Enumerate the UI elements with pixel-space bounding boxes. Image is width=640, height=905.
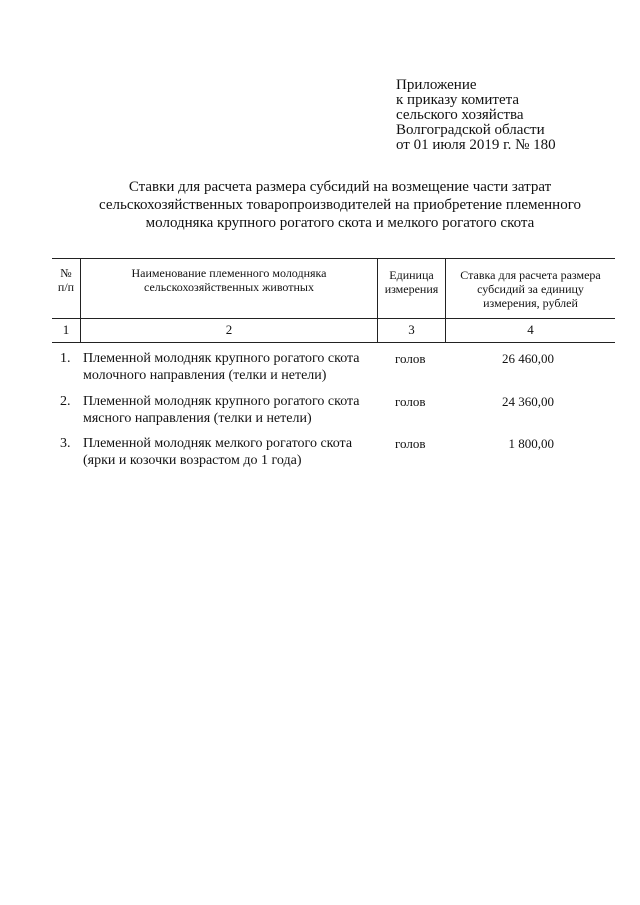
column-number: 2 bbox=[225, 322, 233, 337]
row-name: Племенной молодняк мелкого рогатого скота (ярки и козочки возрастом до 1 года) bbox=[83, 436, 353, 468]
appendix-line: сельского хозяйства bbox=[396, 107, 524, 123]
table-border-top bbox=[52, 258, 615, 259]
row-rate: 24 360,00 bbox=[502, 394, 554, 409]
row-number: 3. bbox=[60, 436, 71, 451]
title-line: Ставки для расчета размера субсидий на возмещение части затрат bbox=[128, 179, 552, 195]
appendix-line: к приказу комитета bbox=[396, 92, 520, 108]
table-header bbox=[52, 258, 615, 343]
appendix-line: Приложение bbox=[396, 77, 477, 93]
row-rate: 1 800,00 bbox=[508, 436, 554, 451]
title-line: молодняка крупного рогатого скота и мелкого рогатого скота bbox=[145, 215, 535, 231]
row-number: 1. bbox=[60, 351, 71, 366]
header-cell-rate: Ставка для расчета размера субсидий за единицу измерения, рублей bbox=[460, 268, 601, 310]
column-number: 3 bbox=[408, 322, 415, 337]
appendix-line: от 01 июля 2019 г. № 180 bbox=[396, 137, 556, 153]
title-line: сельскохозяйственных товаропроизводителей на приобретение племенного bbox=[99, 197, 581, 213]
column-number: 1 bbox=[62, 322, 70, 337]
row-name: Племенной молодняк крупного рогатого скота мясного направления (телки и нетели) bbox=[83, 394, 360, 426]
row-name: Племенной молодняк крупного рогатого скота молочного направления (телки и нетели) bbox=[83, 351, 360, 383]
header-cell-unit: Единица измерения bbox=[384, 268, 439, 296]
appendix-line: Волгоградской области bbox=[396, 122, 545, 138]
appendix-block bbox=[396, 78, 556, 153]
row-unit: голов bbox=[395, 394, 426, 409]
header-cell-name: Наименование племенного молодняка сельскохозяйственных животных bbox=[131, 266, 327, 294]
header-cell-num: № п/п bbox=[57, 266, 75, 294]
column-number: 4 bbox=[527, 322, 534, 337]
table-border-bottom bbox=[52, 342, 615, 343]
row-number: 2. bbox=[60, 394, 71, 409]
row-unit: голов bbox=[395, 351, 426, 366]
row-rate: 26 460,00 bbox=[502, 351, 554, 366]
row-unit: голов bbox=[395, 436, 426, 451]
table-border-middle bbox=[52, 318, 615, 319]
document-title bbox=[60, 178, 620, 232]
